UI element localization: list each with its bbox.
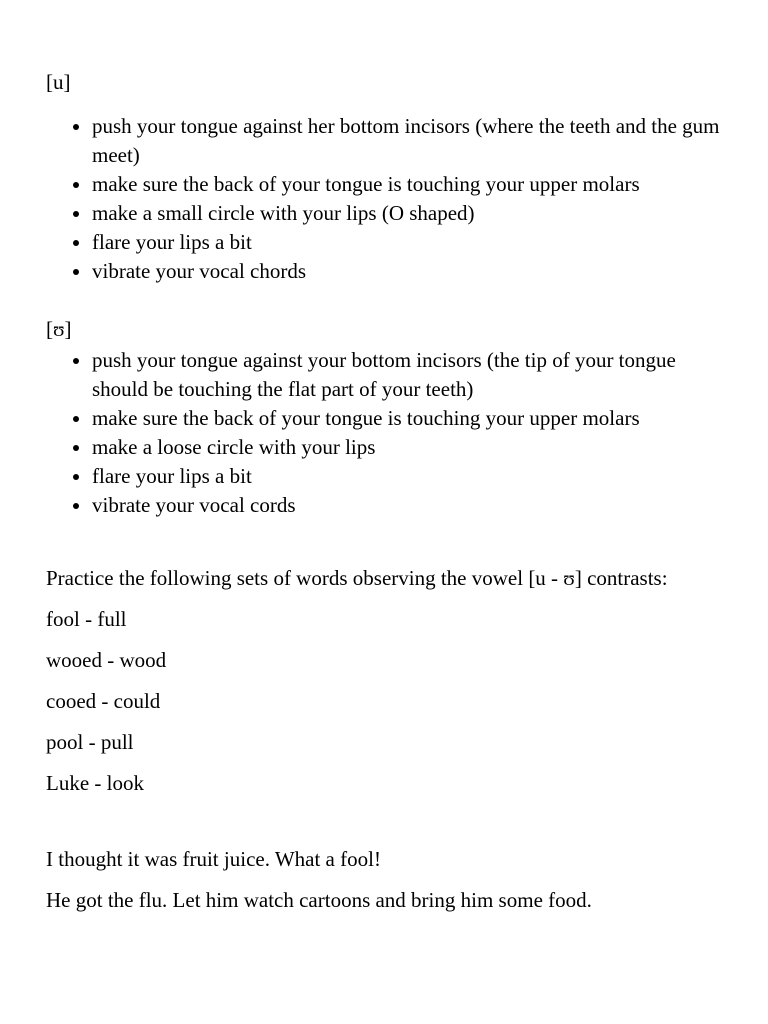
- instruction-list-u: [46, 112, 726, 286]
- list-item: • vibrate your vocal chords: [92, 257, 726, 286]
- word-pair: fool - full: [46, 607, 127, 631]
- list-item: • push your tongue against your bottom incisors (the tip of your tongue should be touching the flat part of your teeth): [92, 346, 726, 404]
- word-pair: Luke - look: [46, 771, 144, 795]
- section-u: [46, 68, 726, 286]
- list-item: • make a small circle with your lips (O shaped): [92, 199, 726, 228]
- list-item: • make a loose circle with your lips: [92, 433, 726, 462]
- list-item: • vibrate your vocal cords: [92, 491, 726, 520]
- section-upsilon: [46, 315, 726, 520]
- practice-intro: Practice the following sets of words observing the vowel [u - ʊ] contrasts:: [46, 566, 668, 590]
- instruction-list-upsilon: [46, 346, 726, 520]
- word-pair: cooed - could: [46, 689, 161, 713]
- document-page: [46, 68, 726, 915]
- section-heading-u: [u]: [46, 70, 71, 94]
- list-item: • flare your lips a bit: [92, 228, 726, 257]
- practice-section: [46, 564, 726, 798]
- practice-sentences: [46, 845, 726, 915]
- word-pair: pool - pull: [46, 730, 134, 754]
- list-item: • push your tongue against her bottom incisors (where the teeth and the gum meet): [92, 112, 726, 170]
- section-heading-upsilon: [ʊ]: [46, 317, 72, 341]
- practice-sentence: I thought it was fruit juice. What a fool!: [46, 847, 381, 871]
- practice-sentence: He got the flu. Let him watch cartoons and bring him some food.: [46, 888, 592, 912]
- list-item: • make sure the back of your tongue is touching your upper molars: [92, 404, 726, 433]
- list-item: • flare your lips a bit: [92, 462, 726, 491]
- word-pair: wooed - wood: [46, 648, 167, 672]
- list-item: • make sure the back of your tongue is touching your upper molars: [92, 170, 726, 199]
